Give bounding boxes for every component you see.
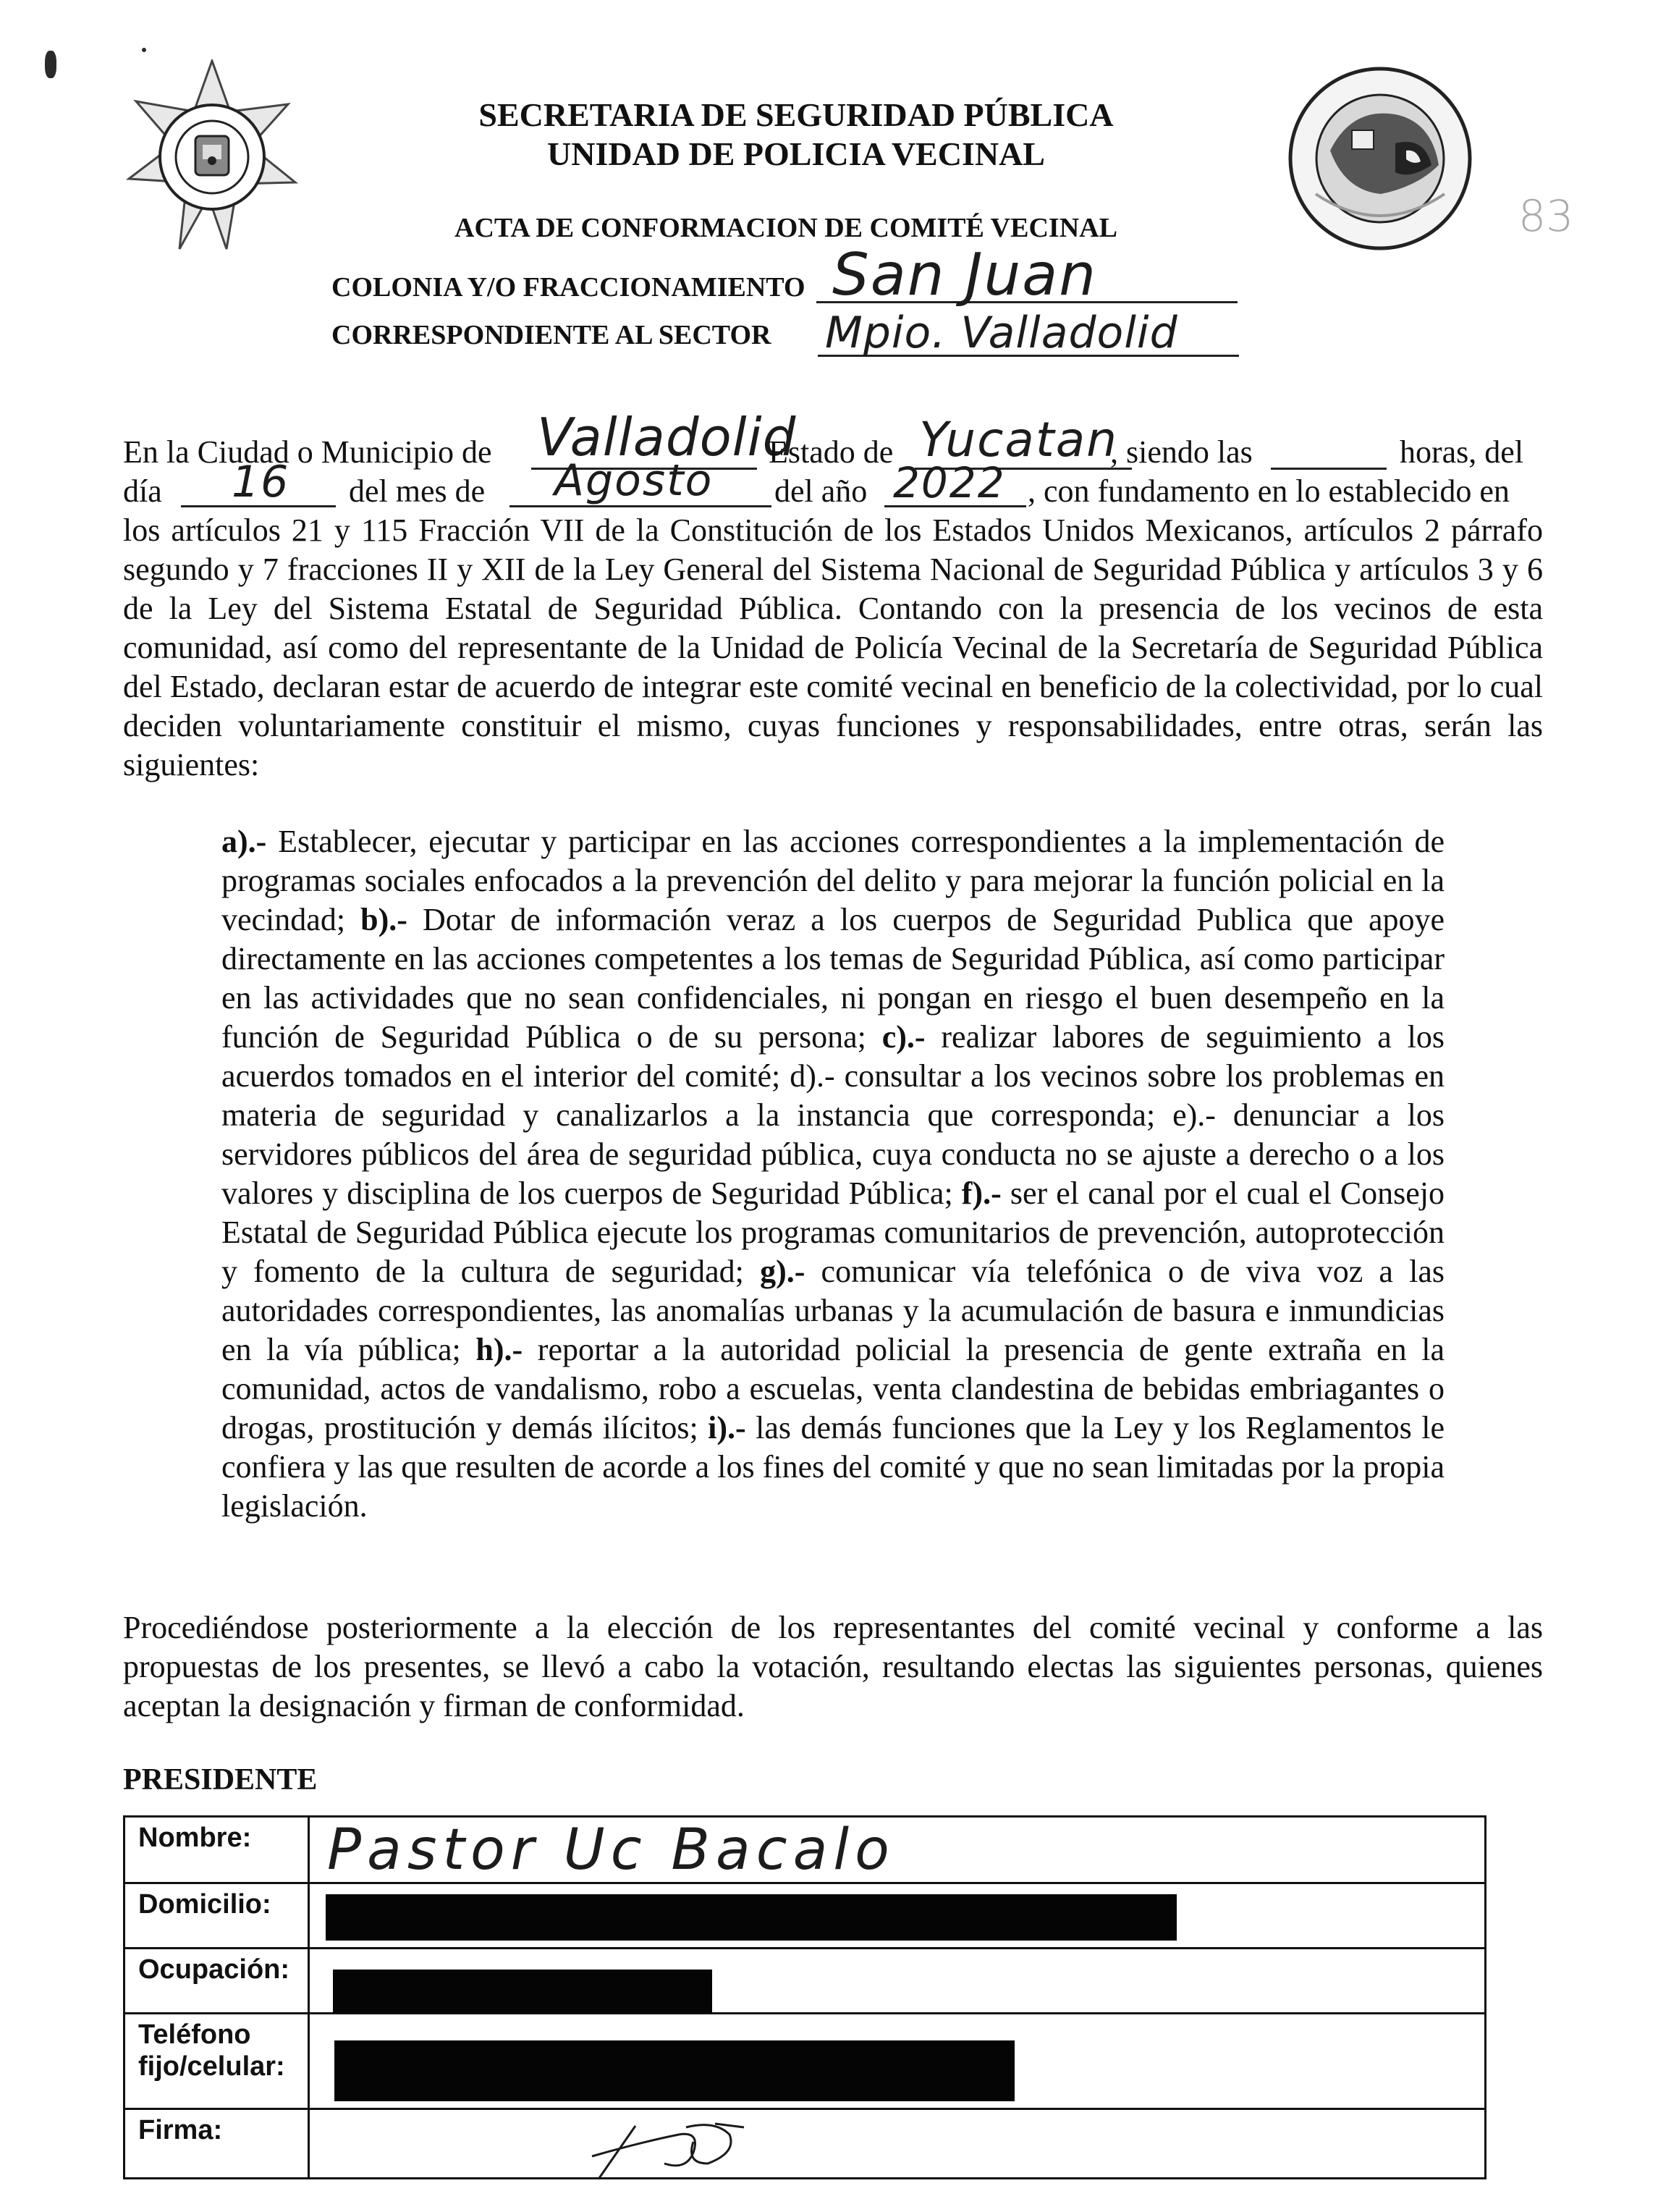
function-i-text: las demás funciones que la Ley y los Reglamentos le confiera y las que resulten de acorde a los fines del comité y que no sean limitadas por la propia legislación. xyxy=(221,1410,1445,1524)
function-c-text: realizar labores de seguimiento a los acuerdos tomados en el interior del comité; xyxy=(221,1019,1445,1094)
function-a-text: Establecer, ejecutar y participar en las acciones correspondientes a la implementación de programas sociales enfocados a la prevención del delito y para mejorar la función policial en la vecindad; xyxy=(221,824,1445,937)
intro-line-1 xyxy=(123,407,1543,472)
header-line-2: UNIDAD DE POLICIA VECINAL xyxy=(547,135,1045,172)
month-value: Agosto xyxy=(554,455,714,506)
sector-label: CORRESPONDIENTE AL SECTOR xyxy=(331,320,771,350)
occupation-redaction xyxy=(333,1970,712,2013)
colonia-label: COLONIA Y/O FRACCIONAMIENTO xyxy=(331,272,805,303)
sector-value: Mpio. Valladolid xyxy=(825,308,1178,358)
function-i-key: i).- xyxy=(708,1410,746,1445)
function-e-key: e).- xyxy=(1172,1097,1216,1133)
page-number-mark: 83 xyxy=(1518,191,1574,242)
act-title: ACTA DE CONFORMACION DE COMITÉ VECINAL xyxy=(454,213,1117,243)
function-d-key: d).- xyxy=(790,1058,835,1094)
president-heading: PRESIDENTE xyxy=(123,1763,318,1797)
day-value: 16 xyxy=(232,457,290,507)
intro-line-2 xyxy=(123,455,1543,511)
functions-list xyxy=(221,822,1445,1526)
ink-speck xyxy=(45,51,56,78)
name-cell xyxy=(309,1817,1486,1883)
city-value: Valladolid xyxy=(537,407,797,468)
consejo-estatal-seal xyxy=(1287,64,1473,253)
seguridad-publica-star-seal xyxy=(122,59,303,255)
address-redaction xyxy=(326,1894,1177,1941)
intro-text-1: En la Ciudad o Municipio de xyxy=(123,434,492,470)
function-g-key: g).- xyxy=(760,1254,805,1289)
function-a-key: a).- xyxy=(221,824,267,859)
election-paragraph: Procediéndose posteriormente a la elección de los representantes del comité vecinal y conforme a las propuestas de los presentes, se llevó a cabo la votación, resultando electas las siguientes personas, quienes aceptan la designación y firman de conformidad. xyxy=(123,1610,1543,1723)
function-c-key: c).- xyxy=(881,1019,926,1055)
intro-body: los artículos 21 y 115 Fracción VII de la Constitución de los Estados Unidos Mexicanos, artículos 2 párrafo segundo y 7 fracciones II y XII de la Ley General del Sistema Nacional de Seguridad Pública y artículos 3 y 6 de la Ley del Sistema Estatal de Seguridad Pública. Contando con la presencia de los vecinos de esta comunidad, así como del representante de la Unidad de Policía Vecinal de la Secretaría de Seguridad Pública del Estado, declaran estar de acuerdo de integrar este comité vecinal en beneficio de la colectividad, por lo cual deciden voluntariamente constituir el mismo, cuyas funciones y responsabilidades, entre otras, serán las siguientes: xyxy=(123,512,1543,782)
name-label: Nombre: xyxy=(124,1817,309,1883)
header-line-1: SECRETARIA DE SEGURIDAD PÚBLICA xyxy=(478,96,1114,133)
intro-text-3: , siendo las xyxy=(1110,434,1253,470)
year-value: 2022 xyxy=(893,458,1006,507)
hours-underline xyxy=(1271,433,1387,470)
function-b-key: b).- xyxy=(360,902,407,937)
name-value: Pastor Uc Bacalo xyxy=(327,1818,895,1883)
intro-text-6: del mes de xyxy=(349,473,486,509)
president-row-name xyxy=(124,1817,1486,1883)
address-label: Domicilio: xyxy=(124,1883,309,1949)
phone-cell xyxy=(309,2014,1486,2109)
colonia-value: San Juan xyxy=(832,241,1097,308)
signature-label: Firma: xyxy=(124,2109,309,2179)
address-cell xyxy=(309,1883,1486,1949)
function-b-text: Dotar de información veraz a los cuerpos de Seguridad Publica que apoye directamente en las acciones competentes a los temas de Seguridad Pública, así como participar en las actividades que no sean confidenciales, ni pongan en riesgo el buen desempeño en la función de Seguridad Pública o de su persona; xyxy=(221,902,1445,1055)
handwritten-signature xyxy=(578,2113,758,2179)
occupation-cell xyxy=(309,1949,1486,2014)
signature-cell xyxy=(309,2109,1486,2179)
state-value: Yucatan xyxy=(919,412,1118,468)
intro-text-2: Estado de xyxy=(769,434,894,470)
president-row-phone xyxy=(124,2014,1486,2109)
president-row-signature xyxy=(124,2109,1486,2179)
president-row-address xyxy=(124,1883,1486,1949)
function-f-text: ser el canal por el cual el Consejo Estatal de Seguridad Pública ejecute los programas comunitarios de prevención, autoprotección y fomento de la cultura de seguridad; xyxy=(221,1175,1445,1289)
phone-redaction xyxy=(334,2040,1015,2101)
function-g-text: comunicar vía telefónica o de viva voz a las autoridades correspondientes, las anomalías urbanas y la acumulación de basura e inmundicias en la vía pública; xyxy=(221,1254,1445,1367)
function-h-text: reportar a la autoridad policial la presencia de gente extraña en la comunidad, actos de vandalismo, robo a escuelas, venta clandestina de bebidas embriagantes o drogas, prostitución y demás ilícitos; xyxy=(221,1332,1445,1445)
ink-speck xyxy=(142,48,146,52)
intro-text-8: , con fundamento en lo establecido en xyxy=(1028,473,1510,509)
president-table xyxy=(123,1815,1486,2179)
intro-text-4: horas, del xyxy=(1400,434,1524,470)
intro-text-5: día xyxy=(123,473,162,509)
function-h-key: h).- xyxy=(475,1332,523,1367)
president-row-occupation xyxy=(124,1949,1486,2014)
phone-label: Teléfono fijo/celular: xyxy=(124,2014,309,2109)
occupation-label: Ocupación: xyxy=(124,1949,309,2014)
function-e-text: denunciar a los servidores públicos del área de seguridad pública, cuya conducta no se ajuste a derecho o a los valores y disciplina de los cuerpos de Seguridad Pública; xyxy=(221,1097,1445,1211)
function-f-key: f).- xyxy=(961,1175,1002,1211)
function-d-text: consultar a los vecinos sobre los problemas en materia de seguridad y canalizarlos a la instancia que corresponda; xyxy=(221,1058,1445,1133)
intro-text-7: del año xyxy=(774,473,868,509)
